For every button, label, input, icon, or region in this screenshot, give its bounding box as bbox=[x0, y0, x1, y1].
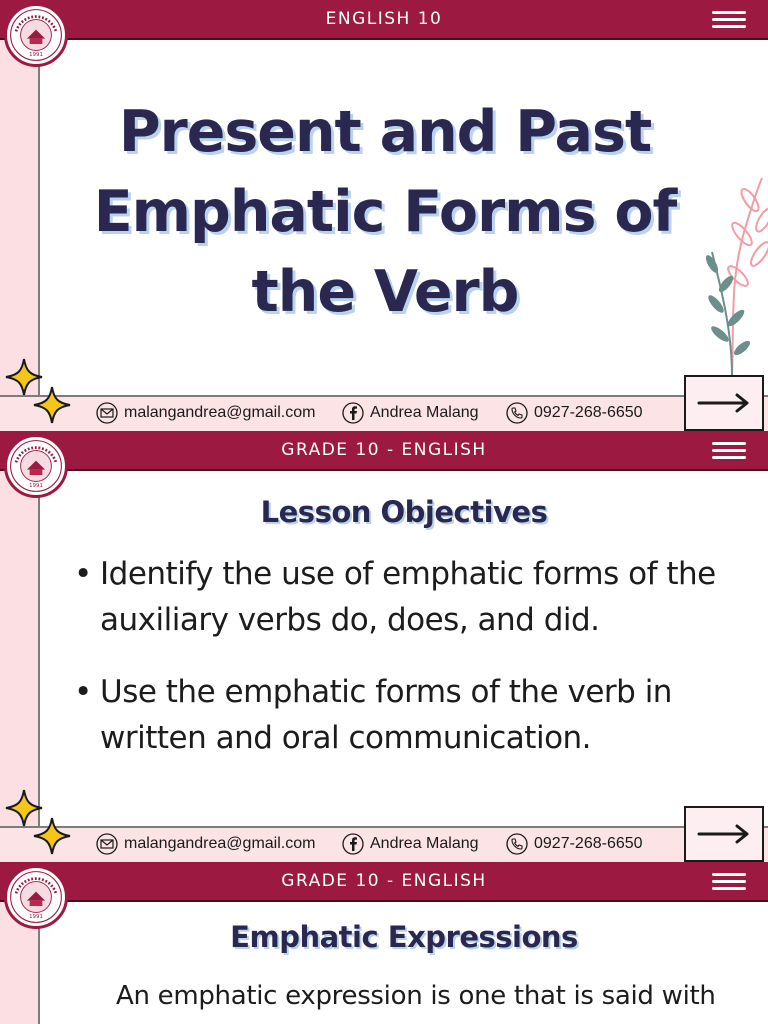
contact-phone[interactable] bbox=[506, 833, 643, 855]
slide-title bbox=[0, 0, 768, 431]
footer-bar bbox=[0, 395, 768, 431]
slide-objectives bbox=[0, 431, 768, 862]
header-title: ENGLISH 10 bbox=[325, 9, 443, 29]
next-slide-button[interactable] bbox=[684, 806, 764, 862]
header-bar bbox=[0, 0, 768, 40]
email-text: malangandrea@gmail.com bbox=[124, 404, 316, 421]
contact-email[interactable] bbox=[96, 833, 315, 855]
hamburger-menu-icon[interactable] bbox=[712, 873, 746, 891]
title-line: Present and Past bbox=[118, 99, 652, 165]
arrow-right-icon bbox=[697, 393, 751, 413]
list-item: • Identify the use of emphatic forms of the auxiliary verbs do, does, and did. bbox=[74, 551, 744, 643]
footer-bar bbox=[0, 826, 768, 862]
logo-year: 1991 bbox=[29, 913, 43, 920]
objectives-list bbox=[74, 551, 744, 787]
header-title: GRADE 10 - ENGLISH bbox=[281, 440, 487, 460]
phone-icon bbox=[506, 402, 528, 424]
page-title bbox=[60, 92, 710, 332]
phone-text: 0927-268-6650 bbox=[534, 404, 643, 421]
sparkle-icon bbox=[2, 357, 74, 429]
phone-icon bbox=[506, 833, 528, 855]
header-bar bbox=[0, 431, 768, 471]
section-heading: Emphatic Expressions bbox=[230, 920, 578, 954]
contact-email[interactable] bbox=[96, 402, 315, 424]
logo-year: 1991 bbox=[29, 482, 43, 489]
title-line: Emphatic Forms of bbox=[93, 179, 677, 245]
contact-facebook[interactable] bbox=[342, 402, 479, 424]
facebook-text: Andrea Malang bbox=[370, 835, 479, 852]
facebook-icon bbox=[342, 833, 364, 855]
school-logo bbox=[4, 434, 68, 498]
title-line: the Verb bbox=[251, 259, 519, 325]
arrow-right-icon bbox=[697, 824, 751, 844]
next-slide-button[interactable] bbox=[684, 375, 764, 431]
email-text: malangandrea@gmail.com bbox=[124, 835, 316, 852]
sparkle-icon bbox=[2, 788, 74, 860]
section-heading: Lesson Objectives bbox=[260, 495, 548, 529]
plant-illustration bbox=[692, 172, 768, 376]
school-logo bbox=[4, 865, 68, 929]
header-bar bbox=[0, 862, 768, 902]
hamburger-menu-icon[interactable] bbox=[712, 442, 746, 460]
slide-emphatic-expressions bbox=[0, 862, 768, 1024]
envelope-icon bbox=[96, 833, 118, 855]
school-logo bbox=[4, 3, 68, 67]
header-title: GRADE 10 - ENGLISH bbox=[281, 871, 487, 891]
hamburger-menu-icon[interactable] bbox=[712, 11, 746, 29]
list-item: • Use the emphatic forms of the verb in written and oral communication. bbox=[74, 669, 744, 761]
contact-phone[interactable] bbox=[506, 402, 643, 424]
envelope-icon bbox=[96, 402, 118, 424]
logo-year: 1991 bbox=[29, 51, 43, 58]
facebook-text: Andrea Malang bbox=[370, 404, 479, 421]
contact-facebook[interactable] bbox=[342, 833, 479, 855]
facebook-icon bbox=[342, 402, 364, 424]
definition-paragraph: An emphatic expression is one that is said with bbox=[116, 981, 716, 1011]
phone-text: 0927-268-6650 bbox=[534, 835, 643, 852]
